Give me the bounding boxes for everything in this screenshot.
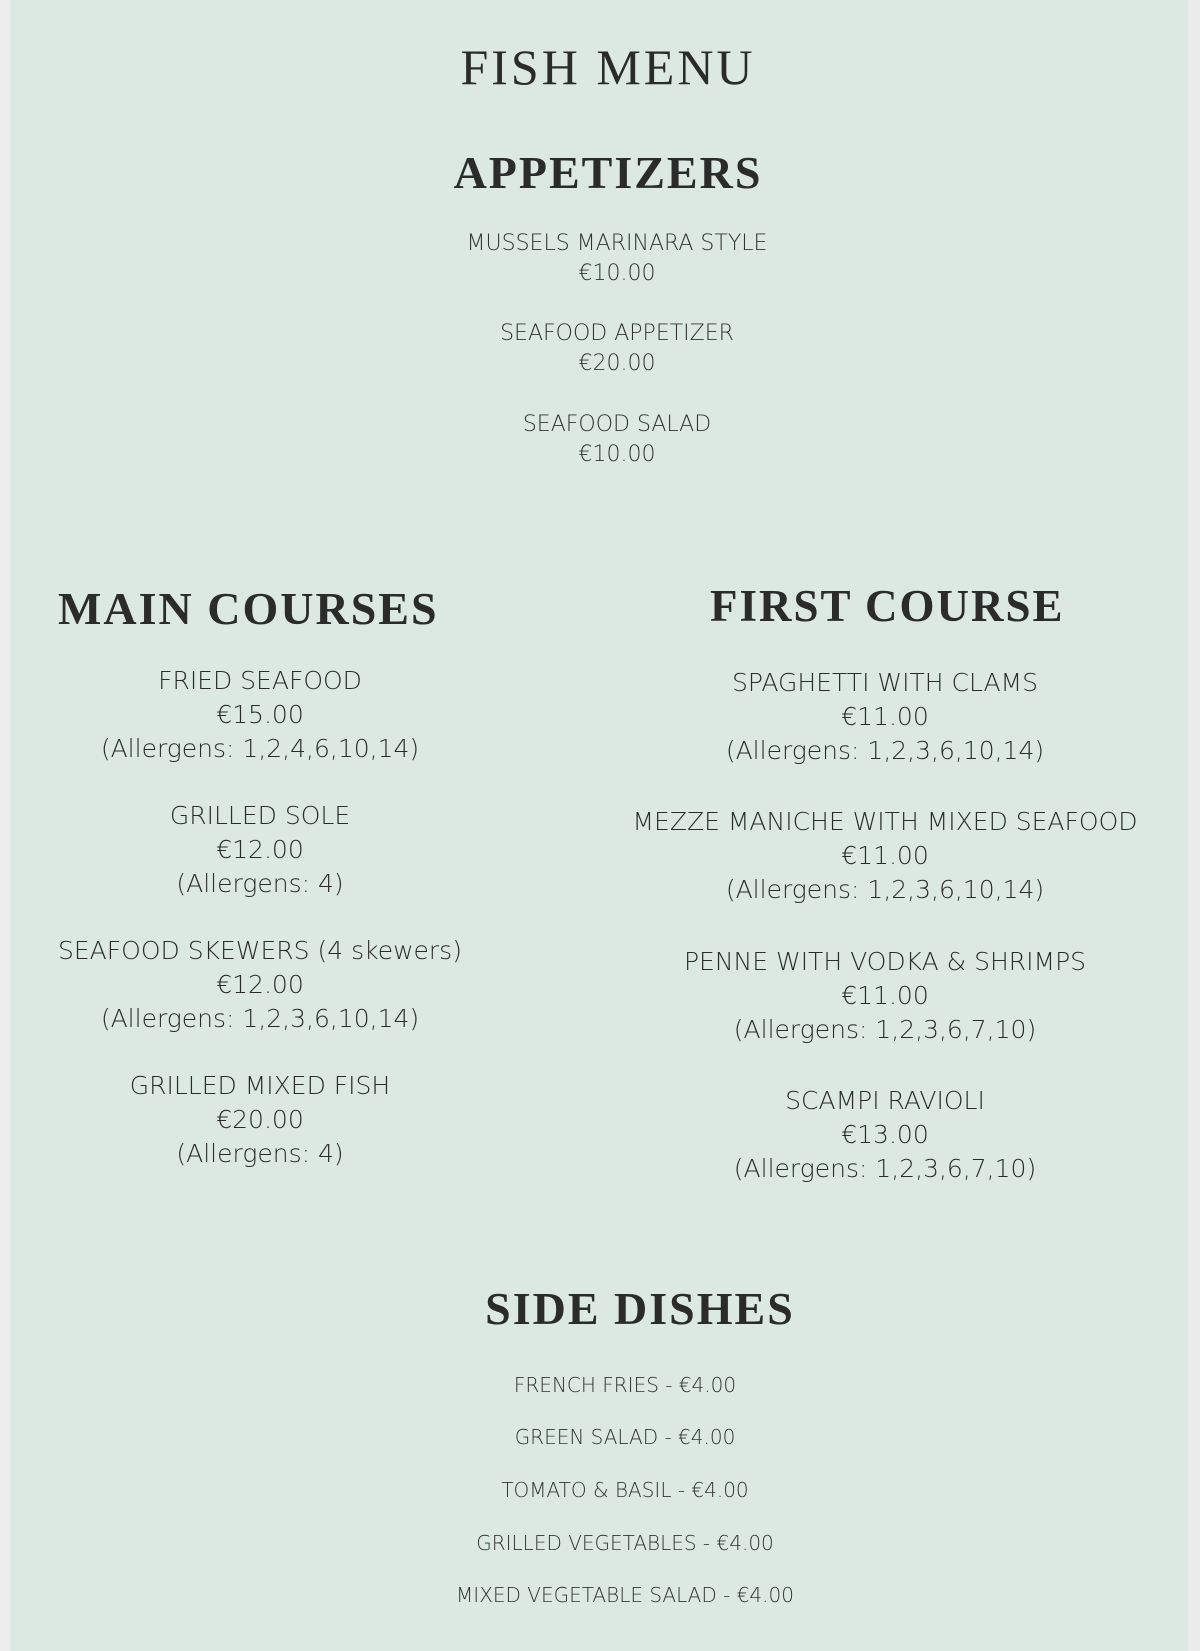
item-allergens: (Allergens: 1,2,4,6,10,14)	[100, 734, 420, 763]
page-left-margin	[0, 0, 10, 1651]
item-allergens: (Allergens: 1,2,3,6,7,10)	[733, 1015, 1037, 1044]
first-course-heading: FIRST COURSE	[710, 581, 1065, 631]
item-price: €12.00	[216, 970, 304, 999]
item-name: MEZZE MANICHE WITH MIXED SEAFOOD	[632, 807, 1138, 836]
item-name: SEAFOOD SKEWERS (4 skewers)	[58, 936, 462, 965]
item-price: €11.00	[841, 981, 929, 1010]
item-price: €10.00	[578, 261, 656, 286]
main-course-item	[50, 799, 470, 901]
item-allergens: (Allergens: 4)	[176, 1139, 344, 1168]
item-name: SEAFOOD SALAD	[522, 412, 712, 437]
item-name: GRILLED SOLE	[169, 801, 351, 830]
item-allergens: (Allergens: 1,2,3,6,10,14)	[100, 1004, 420, 1033]
item-price: €13.00	[841, 1120, 929, 1149]
appetizer-item	[10, 410, 1200, 470]
side-dish-item: TOMATO & BASIL - €4.00	[501, 1478, 749, 1502]
item-price: €11.00	[841, 702, 929, 731]
item-name: SPAGHETTI WITH CLAMS	[731, 668, 1038, 697]
menu-title: FISH MENU	[460, 39, 756, 95]
item-name: SCAMPI RAVIOLI	[785, 1086, 985, 1115]
side-dishes-heading: SIDE DISHES	[485, 1283, 795, 1334]
item-name: MUSSELS MARINARA STYLE	[466, 231, 768, 256]
item-price: €20.00	[216, 1105, 304, 1134]
main-courses-heading: MAIN COURSES	[58, 583, 439, 634]
item-allergens: (Allergens: 4)	[176, 869, 344, 898]
main-course-item	[50, 934, 470, 1036]
item-allergens: (Allergens: 1,2,3,6,10,14)	[725, 875, 1045, 904]
item-allergens: (Allergens: 1,2,3,6,10,14)	[725, 736, 1045, 765]
item-allergens: (Allergens: 1,2,3,6,7,10)	[733, 1154, 1037, 1183]
main-course-item	[50, 664, 470, 766]
item-price: €10.00	[578, 442, 656, 467]
item-price: €20.00	[578, 351, 656, 376]
appetizer-item	[10, 229, 1200, 289]
side-dish-item: MIXED VEGETABLE SALAD - €4.00	[456, 1583, 794, 1607]
item-name: GRILLED MIXED FISH	[129, 1071, 391, 1100]
first-course-item	[610, 805, 1160, 907]
first-course-item	[610, 666, 1160, 768]
main-course-item	[50, 1069, 470, 1171]
side-dish-item: FRENCH FRIES - €4.00	[513, 1373, 737, 1397]
side-dish-item: GREEN SALAD - €4.00	[514, 1425, 736, 1449]
item-name: PENNE WITH VODKA & SHRIMPS	[683, 947, 1087, 976]
appetizers-heading: APPETIZERS	[453, 147, 763, 198]
item-name: SEAFOOD APPETIZER	[500, 321, 734, 346]
appetizer-item	[10, 319, 1200, 379]
first-course-item	[610, 945, 1160, 1047]
first-course-item	[610, 1084, 1160, 1186]
item-price: €11.00	[841, 841, 929, 870]
item-price: €15.00	[216, 700, 304, 729]
side-dish-item: GRILLED VEGETABLES - €4.00	[476, 1531, 774, 1555]
item-price: €12.00	[216, 835, 304, 864]
item-name: FRIED SEAFOOD	[158, 666, 362, 695]
menu-page	[10, 0, 1188, 1651]
